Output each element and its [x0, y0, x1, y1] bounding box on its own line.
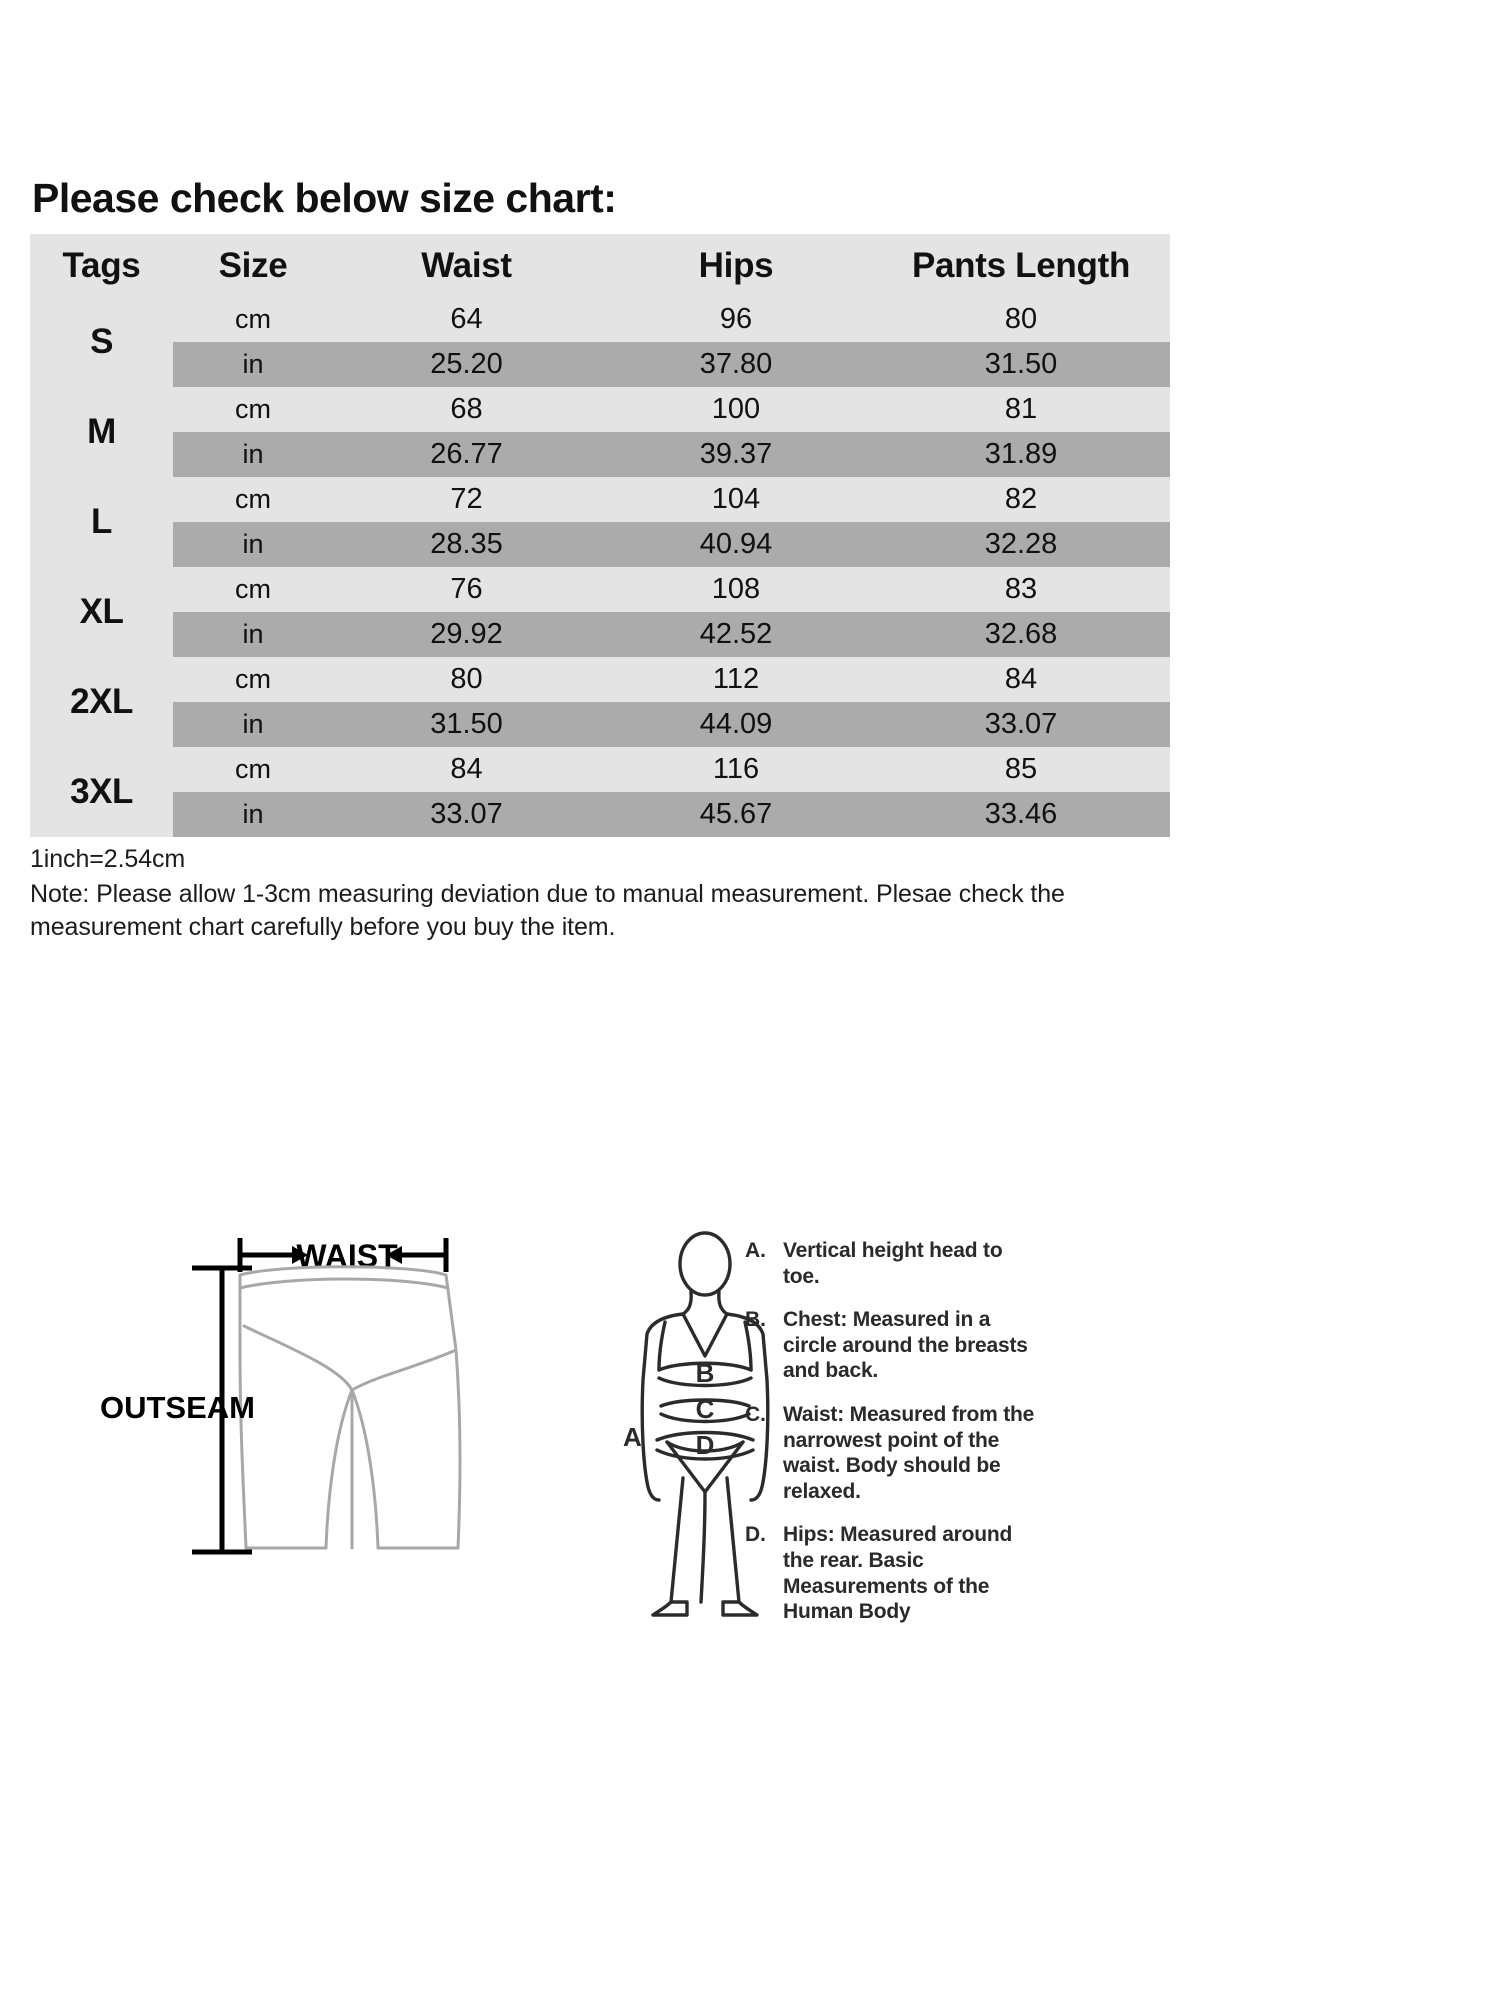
- body-marker-b: B: [695, 1358, 715, 1388]
- body-marker-c: C: [695, 1394, 715, 1424]
- legend-text-a: Vertical height head to toe.: [783, 1239, 1003, 1288]
- waist-value: 64: [333, 297, 600, 342]
- table-row: [30, 612, 1170, 657]
- outseam-measure-label: OUTSEAM: [100, 1390, 255, 1425]
- waist-value: 84: [333, 747, 600, 792]
- page-title: Please check below size chart:: [32, 175, 617, 221]
- hips-value: 96: [600, 297, 872, 342]
- measurement-disclaimer-note: Note: Please allow 1-3cm measuring deviation due to manual measurement. Plesae check the measurement chart carefully before you buy the item.: [30, 880, 1065, 941]
- table-row: [30, 747, 1170, 792]
- legend-item-a: [745, 1238, 1035, 1289]
- length-value: 33.07: [872, 702, 1170, 747]
- hips-value: 45.67: [600, 792, 872, 837]
- diagram-section: [30, 1230, 1170, 1650]
- hips-value: 40.94: [600, 522, 872, 567]
- unit-cell: cm: [173, 657, 333, 702]
- waist-value: 33.07: [333, 792, 600, 837]
- waist-value: 72: [333, 477, 600, 522]
- column-header-waist: Waist: [333, 234, 600, 297]
- body-marker-d: D: [695, 1430, 715, 1460]
- waist-value: 76: [333, 567, 600, 612]
- hips-value: 44.09: [600, 702, 872, 747]
- length-value: 80: [872, 297, 1170, 342]
- table-row: [30, 657, 1170, 702]
- size-tag-cell: S: [30, 297, 173, 387]
- unit-cell: cm: [173, 747, 333, 792]
- length-value: 84: [872, 657, 1170, 702]
- legend-item-d: [745, 1522, 1035, 1624]
- table-row: [30, 522, 1170, 567]
- waist-value: 80: [333, 657, 600, 702]
- unit-cell: cm: [173, 297, 333, 342]
- waist-value: 68: [333, 387, 600, 432]
- size-tag-cell: 3XL: [30, 747, 173, 837]
- legend-key-b: B.: [745, 1308, 766, 1332]
- unit-cell: in: [173, 342, 333, 387]
- unit-cell: in: [173, 702, 333, 747]
- table-header: [30, 234, 1170, 297]
- unit-cell: cm: [173, 477, 333, 522]
- table-row: [30, 387, 1170, 432]
- length-value: 33.46: [872, 792, 1170, 837]
- unit-conversion-note: 1inch=2.54cm: [30, 845, 186, 873]
- table-row: [30, 477, 1170, 522]
- length-value: 31.50: [872, 342, 1170, 387]
- table-row: [30, 297, 1170, 342]
- table-row: [30, 702, 1170, 747]
- hips-value: 112: [600, 657, 872, 702]
- size-tag-cell: 2XL: [30, 657, 173, 747]
- column-header-tags: Tags: [30, 234, 173, 297]
- legend-item-b: [745, 1307, 1035, 1384]
- hips-value: 42.52: [600, 612, 872, 657]
- waist-value: 28.35: [333, 522, 600, 567]
- table-body: [30, 297, 1170, 837]
- table-row: [30, 792, 1170, 837]
- table-row: [30, 567, 1170, 612]
- unit-cell: cm: [173, 567, 333, 612]
- waist-value: 29.92: [333, 612, 600, 657]
- length-value: 83: [872, 567, 1170, 612]
- column-header-length: Pants Length: [872, 234, 1170, 297]
- hips-value: 37.80: [600, 342, 872, 387]
- legend-key-a: A.: [745, 1239, 766, 1262]
- table-row: [30, 342, 1170, 387]
- length-value: 32.68: [872, 612, 1170, 657]
- chart-content: [30, 175, 1170, 944]
- size-tag-cell: M: [30, 387, 173, 477]
- length-value: 81: [872, 387, 1170, 432]
- size-tag-cell: XL: [30, 567, 173, 657]
- measurement-legend: [745, 1238, 1035, 1643]
- size-chart-table: [30, 234, 1170, 837]
- unit-cell: in: [173, 522, 333, 567]
- shorts-illustration-svg: [140, 1230, 560, 1630]
- size-tag-cell: L: [30, 477, 173, 567]
- length-value: 32.28: [872, 522, 1170, 567]
- waist-value: 31.50: [333, 702, 600, 747]
- hips-value: 108: [600, 567, 872, 612]
- hips-value: 39.37: [600, 432, 872, 477]
- legend-text-d: Hips: Measured around the rear. Basic Measurements of the Human Body: [783, 1523, 1013, 1624]
- unit-cell: in: [173, 792, 333, 837]
- length-value: 85: [872, 747, 1170, 792]
- hips-value: 104: [600, 477, 872, 522]
- shorts-outline: [240, 1267, 460, 1548]
- unit-cell: in: [173, 612, 333, 657]
- legend-key-c: C.: [745, 1403, 766, 1427]
- waist-value: 25.20: [333, 342, 600, 387]
- unit-cell: in: [173, 432, 333, 477]
- table-row: [30, 432, 1170, 477]
- header-row: [30, 234, 1170, 297]
- column-header-hips: Hips: [600, 234, 872, 297]
- notes-block: [30, 843, 1145, 944]
- shorts-diagram: [100, 1230, 560, 1630]
- length-value: 31.89: [872, 432, 1170, 477]
- hips-value: 116: [600, 747, 872, 792]
- column-header-size: Size: [173, 234, 333, 297]
- legend-text-c: Waist: Measured from the narrowest point of the waist. Body should be relaxed.: [783, 1403, 1035, 1503]
- hips-value: 100: [600, 387, 872, 432]
- legend-key-d: D.: [745, 1523, 766, 1547]
- waist-value: 26.77: [333, 432, 600, 477]
- body-marker-a: A: [623, 1422, 642, 1452]
- legend-item-c: [745, 1402, 1035, 1504]
- unit-cell: cm: [173, 387, 333, 432]
- waist-measure-label: WAIST: [296, 1238, 398, 1274]
- length-value: 82: [872, 477, 1170, 522]
- legend-text-b: Chest: Measured in a circle around the breasts and back.: [783, 1308, 1028, 1383]
